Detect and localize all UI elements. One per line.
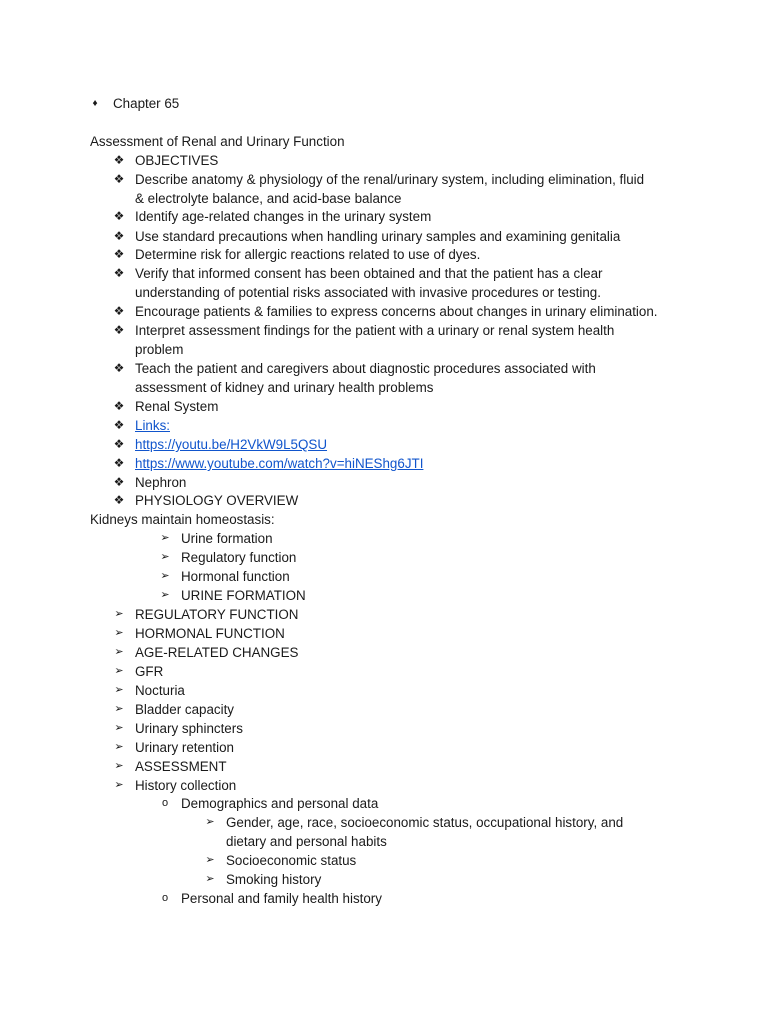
list-item-continuation: understanding of potential risks associated with invasive procedures or testing. bbox=[135, 285, 601, 300]
list-item: REGULATORY FUNCTION bbox=[135, 607, 299, 622]
list-item: Use standard precautions when handling urinary samples and examining genitalia bbox=[135, 229, 621, 244]
dingbat-bullet-icon: ❖ bbox=[113, 229, 125, 243]
list-item: Demographics and personal data bbox=[181, 796, 379, 811]
arrow-bullet-icon: ➢ bbox=[205, 873, 215, 885]
list-item: OBJECTIVES bbox=[135, 153, 219, 168]
dingbat-bullet-icon: ❖ bbox=[113, 418, 125, 432]
diamond-bullet-icon: ♦ bbox=[92, 98, 98, 109]
video-link-1-wrapper bbox=[135, 435, 327, 454]
dingbat-bullet-icon: ❖ bbox=[113, 361, 125, 375]
dingbat-bullet-icon: ❖ bbox=[113, 266, 125, 280]
dingbat-bullet-icon: ❖ bbox=[113, 437, 125, 451]
list-item: Nocturia bbox=[135, 683, 185, 698]
video-link-2-wrapper bbox=[135, 454, 423, 473]
arrow-bullet-icon: ➢ bbox=[114, 703, 124, 715]
list-item: Interpret assessment findings for the patient with a urinary or renal system health bbox=[135, 323, 615, 338]
arrow-bullet-icon: ➢ bbox=[114, 608, 124, 620]
arrow-bullet-icon: ➢ bbox=[114, 760, 124, 772]
list-item: Regulatory function bbox=[181, 550, 297, 565]
list-item-continuation: problem bbox=[135, 342, 184, 357]
homeostasis-heading: Kidneys maintain homeostasis: bbox=[90, 512, 275, 527]
list-item: Urinary sphincters bbox=[135, 721, 243, 736]
arrow-bullet-icon: ➢ bbox=[160, 589, 170, 601]
list-item: HORMONAL FUNCTION bbox=[135, 626, 285, 641]
list-item-continuation: & electrolyte balance, and acid-base balance bbox=[135, 191, 402, 206]
list-item: Nephron bbox=[135, 475, 187, 490]
arrow-bullet-icon: ➢ bbox=[114, 684, 124, 696]
links-label bbox=[135, 416, 170, 435]
list-item: Urinary retention bbox=[135, 740, 234, 755]
list-item: Personal and family health history bbox=[181, 891, 382, 906]
section-heading: Assessment of Renal and Urinary Function bbox=[90, 134, 345, 149]
arrow-bullet-icon: ➢ bbox=[160, 570, 170, 582]
list-item: ASSESSMENT bbox=[135, 759, 227, 774]
arrow-bullet-icon: ➢ bbox=[205, 854, 215, 866]
arrow-bullet-icon: ➢ bbox=[114, 741, 124, 753]
list-item: AGE-RELATED CHANGES bbox=[135, 645, 299, 660]
list-item: Identify age-related changes in the urinary system bbox=[135, 209, 432, 224]
list-item: Determine risk for allergic reactions related to use of dyes. bbox=[135, 247, 481, 262]
links-link[interactable]: Links: bbox=[135, 418, 170, 433]
list-item: Hormonal function bbox=[181, 569, 290, 584]
dingbat-bullet-icon: ❖ bbox=[113, 172, 125, 186]
dingbat-bullet-icon: ❖ bbox=[113, 493, 125, 507]
list-item: Encourage patients & families to express concerns about changes in urinary elimination. bbox=[135, 304, 658, 319]
arrow-bullet-icon: ➢ bbox=[114, 779, 124, 791]
arrow-bullet-icon: ➢ bbox=[114, 627, 124, 639]
list-item: Renal System bbox=[135, 399, 219, 414]
dingbat-bullet-icon: ❖ bbox=[113, 399, 125, 413]
list-item: Urine formation bbox=[181, 531, 273, 546]
list-item: History collection bbox=[135, 778, 237, 793]
dingbat-bullet-icon: ❖ bbox=[113, 475, 125, 489]
arrow-bullet-icon: ➢ bbox=[160, 551, 170, 563]
dingbat-bullet-icon: ❖ bbox=[113, 304, 125, 318]
list-item: Describe anatomy & physiology of the renal/urinary system, including elimination, fluid bbox=[135, 172, 645, 187]
list-item: Smoking history bbox=[226, 872, 322, 887]
list-item: Bladder capacity bbox=[135, 702, 234, 717]
dingbat-bullet-icon: ❖ bbox=[113, 456, 125, 470]
list-item-continuation: assessment of kidney and urinary health problems bbox=[135, 380, 434, 395]
dingbat-bullet-icon: ❖ bbox=[113, 209, 125, 223]
list-item: Verify that informed consent has been obtained and that the patient has a clear bbox=[135, 266, 603, 281]
dingbat-bullet-icon: ❖ bbox=[113, 247, 125, 261]
list-item-continuation: dietary and personal habits bbox=[226, 834, 387, 849]
video-link-2[interactable]: https://www.youtube.com/watch?v=hiNEShg6JTI bbox=[135, 456, 424, 471]
chapter-title: Chapter 65 bbox=[113, 96, 180, 111]
list-item: GFR bbox=[135, 664, 164, 679]
video-link-1[interactable]: https://youtu.be/H2VkW9L5QSU bbox=[135, 437, 328, 452]
arrow-bullet-icon: ➢ bbox=[114, 665, 124, 677]
arrow-bullet-icon: ➢ bbox=[160, 532, 170, 544]
dingbat-bullet-icon: ❖ bbox=[113, 153, 125, 167]
hollow-circle-bullet-icon: o bbox=[161, 892, 169, 904]
list-item: Socioeconomic status bbox=[226, 853, 357, 868]
arrow-bullet-icon: ➢ bbox=[114, 646, 124, 658]
hollow-circle-bullet-icon: o bbox=[161, 797, 169, 809]
dingbat-bullet-icon: ❖ bbox=[113, 323, 125, 337]
list-item: PHYSIOLOGY OVERVIEW bbox=[135, 493, 299, 508]
arrow-bullet-icon: ➢ bbox=[205, 816, 215, 828]
arrow-bullet-icon: ➢ bbox=[114, 722, 124, 734]
list-item: URINE FORMATION bbox=[181, 588, 306, 603]
list-item: Teach the patient and caregivers about diagnostic procedures associated with bbox=[135, 361, 596, 376]
list-item: Gender, age, race, socioeconomic status, occupational history, and bbox=[226, 815, 624, 830]
